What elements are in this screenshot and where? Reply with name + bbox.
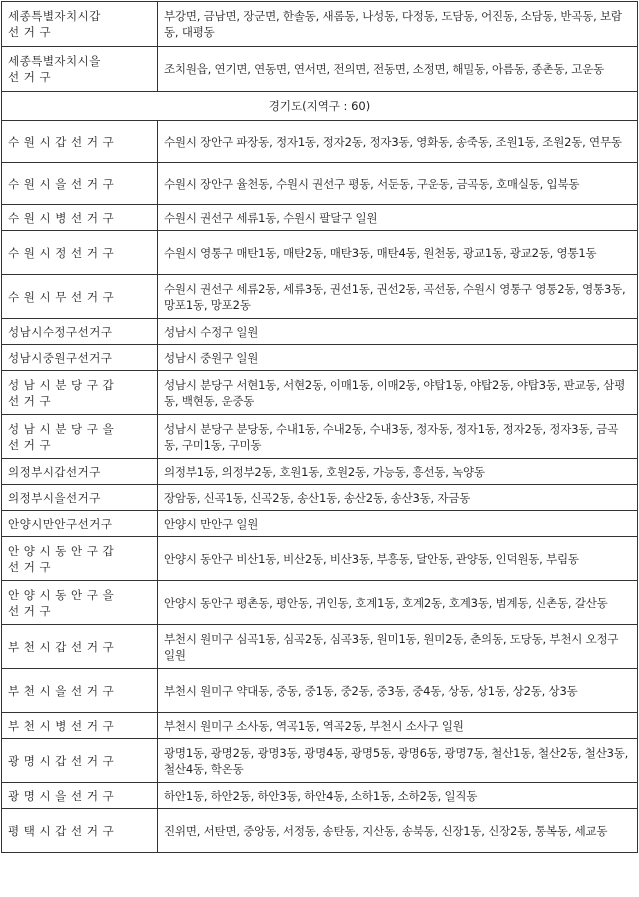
table-row <box>2 581 638 625</box>
district-area: 의정부1동, 의정부2동, 호원1동, 호원2동, 가능동, 흥선동, 녹양동 <box>158 459 638 485</box>
district-area: 조치원읍, 연기면, 연동면, 연서면, 전의면, 전동면, 소정면, 해밀동, 아름동, 종촌동, 고운동 <box>158 47 638 92</box>
district-name: 세종특별자치시을 선 거 구 <box>2 47 158 92</box>
district-name: 평 택 시 갑 선 거 구 <box>2 809 158 853</box>
district-area: 장암동, 신곡1동, 신곡2동, 송산1동, 송산2동, 송산3동, 자금동 <box>158 485 638 511</box>
table-row <box>2 2 638 47</box>
table-row <box>2 783 638 809</box>
district-area: 부천시 원미구 심곡1동, 심곡2동, 심곡3동, 원미1동, 원미2동, 춘의동, 도당동, 부천시 오정구 일원 <box>158 625 638 669</box>
table-row <box>2 47 638 92</box>
gyeonggi-rows <box>2 121 638 853</box>
table-row <box>2 371 638 415</box>
table-row <box>2 459 638 485</box>
district-name: 성 남 시 분 당 구 을 선 거 구 <box>2 415 158 459</box>
section-header-group <box>2 92 638 121</box>
table-row <box>2 345 638 371</box>
table-row <box>2 319 638 345</box>
district-area: 성남시 중원구 일원 <box>158 345 638 371</box>
table-row <box>2 713 638 739</box>
section-header-text: 경기도(지역구 : 60) <box>268 99 371 113</box>
table-row <box>2 415 638 459</box>
district-name: 수 원 시 정 선 거 구 <box>2 231 158 275</box>
table-row <box>2 275 638 319</box>
table-row <box>2 625 638 669</box>
district-area: 부천시 원미구 소사동, 역곡1동, 역곡2동, 부천시 소사구 일원 <box>158 713 638 739</box>
district-area: 안양시 동안구 평촌동, 평안동, 귀인동, 호계1동, 호계2동, 호계3동, 범계동, 신촌동, 갈산동 <box>158 581 638 625</box>
table-row <box>2 809 638 853</box>
district-name: 안 양 시 동 안 구 갑 선 거 구 <box>2 537 158 581</box>
district-area: 성남시 분당구 서현1동, 서현2동, 이매1동, 이매2동, 야탑1동, 야탑2동, 야탑3동, 판교동, 삼평동, 백현동, 운중동 <box>158 371 638 415</box>
section-header-row <box>2 92 638 121</box>
district-name: 성남시중원구선거구 <box>2 345 158 371</box>
district-name: 성남시수정구선거구 <box>2 319 158 345</box>
district-name: 세종특별자치시갑 선 거 구 <box>2 2 158 47</box>
table-row <box>2 485 638 511</box>
district-area: 부강면, 금남면, 장군면, 한솔동, 새롬동, 나성동, 다정동, 도담동, 어진동, 소담동, 반곡동, 보람동, 대평동 <box>158 2 638 47</box>
district-name: 의정부시을선거구 <box>2 485 158 511</box>
district-name: 수 원 시 을 선 거 구 <box>2 163 158 205</box>
district-name: 광 명 시 을 선 거 구 <box>2 783 158 809</box>
table-row <box>2 669 638 713</box>
district-name: 부 천 시 을 선 거 구 <box>2 669 158 713</box>
district-name: 수 원 시 병 선 거 구 <box>2 205 158 231</box>
table-row <box>2 121 638 163</box>
district-name: 안양시만안구선거구 <box>2 511 158 537</box>
district-area: 수원시 장안구 율천동, 수원시 권선구 평동, 서둔동, 구운동, 금곡동, 호매실동, 입북동 <box>158 163 638 205</box>
district-area: 수원시 권선구 세류2동, 세류3동, 권선1동, 권선2동, 곡선동, 수원시 영통구 영통2동, 영통3동, 망포1동, 망포2동 <box>158 275 638 319</box>
district-area: 수원시 장안구 파장동, 정자1동, 정자2동, 정자3동, 영화동, 송죽동, 조원1동, 조원2동, 연무동 <box>158 121 638 163</box>
district-area: 성남시 분당구 분당동, 수내1동, 수내2동, 수내3동, 정자동, 정자1동, 정자2동, 정자3동, 금곡동, 구미1동, 구미동 <box>158 415 638 459</box>
district-area: 안양시 동안구 비산1동, 비산2동, 비산3동, 부흥동, 달안동, 관양동, 인덕원동, 부림동 <box>158 537 638 581</box>
table-row <box>2 537 638 581</box>
section-header <box>2 92 638 121</box>
table-row <box>2 739 638 783</box>
district-name: 부 천 시 갑 선 거 구 <box>2 625 158 669</box>
district-name: 안 양 시 동 안 구 을 선 거 구 <box>2 581 158 625</box>
district-area: 진위면, 서탄면, 중앙동, 서정동, 송탄동, 지산동, 송북동, 신장1동, 신장2동, 통복동, 세교동 <box>158 809 638 853</box>
district-area: 수원시 영통구 매탄1동, 매탄2동, 매탄3동, 매탄4동, 원천동, 광교1동, 광교2동, 영통1동 <box>158 231 638 275</box>
district-name: 성 남 시 분 당 구 갑 선 거 구 <box>2 371 158 415</box>
district-name: 수 원 시 갑 선 거 구 <box>2 121 158 163</box>
district-area: 부천시 원미구 약대동, 중동, 중1동, 중2동, 중3동, 중4동, 상동, 상1동, 상2동, 상3동 <box>158 669 638 713</box>
district-area: 하안1동, 하안2동, 하안3동, 하안4동, 소하1동, 소하2동, 일직동 <box>158 783 638 809</box>
table-row <box>2 511 638 537</box>
district-area: 성남시 수정구 일원 <box>158 319 638 345</box>
table-row <box>2 231 638 275</box>
district-name: 의정부시갑선거구 <box>2 459 158 485</box>
district-table <box>1 1 638 853</box>
district-name: 광 명 시 갑 선 거 구 <box>2 739 158 783</box>
district-name: 수 원 시 무 선 거 구 <box>2 275 158 319</box>
sejong-rows <box>2 2 638 92</box>
district-area: 안양시 만안구 일원 <box>158 511 638 537</box>
district-area: 수원시 권선구 세류1동, 수원시 팔달구 일원 <box>158 205 638 231</box>
district-area: 광명1동, 광명2동, 광명3동, 광명4동, 광명5동, 광명6동, 광명7동, 철산1동, 철산2동, 철산3동, 철산4동, 학온동 <box>158 739 638 783</box>
table-row <box>2 205 638 231</box>
table-row <box>2 163 638 205</box>
district-name: 부 천 시 병 선 거 구 <box>2 713 158 739</box>
